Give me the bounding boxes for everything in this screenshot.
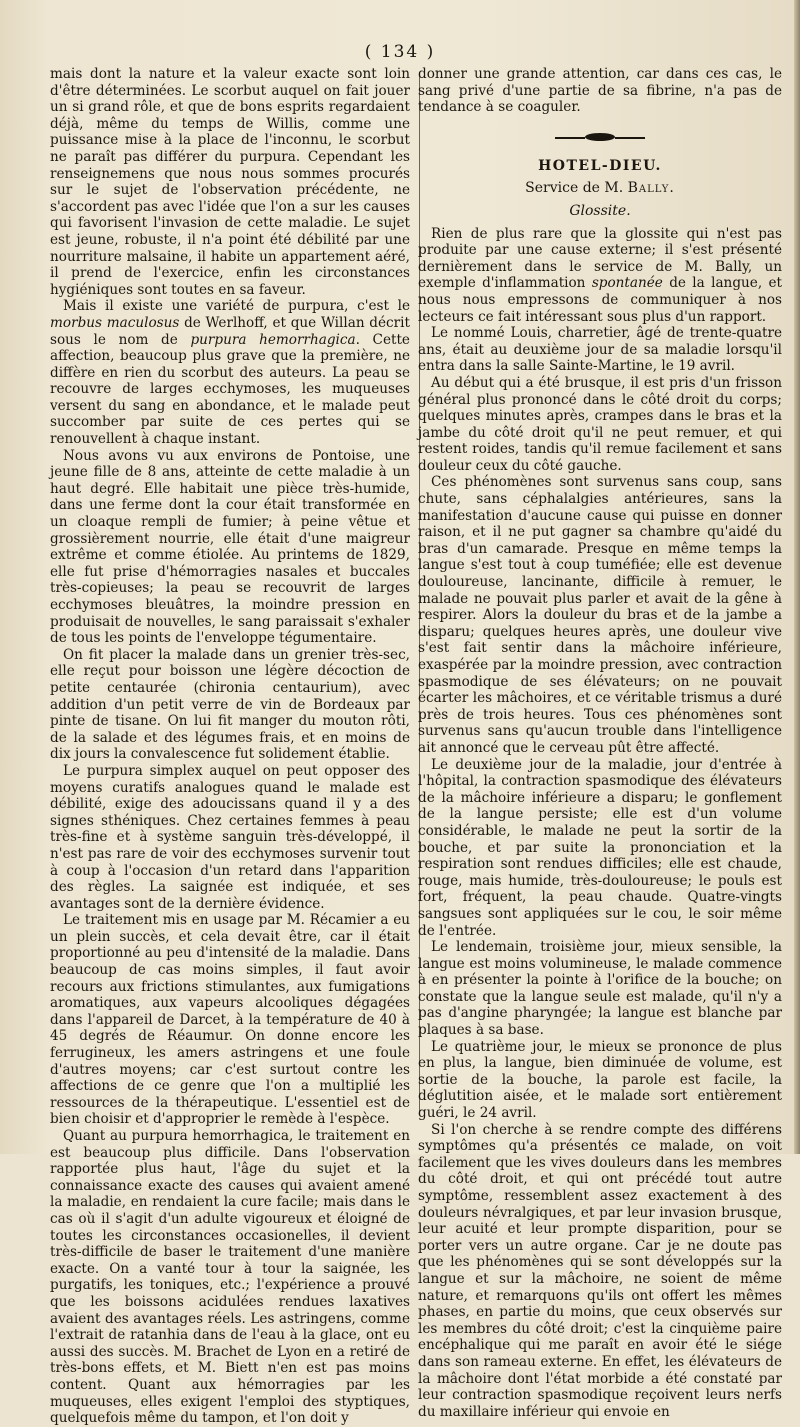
paragraph: Le purpura simplex auquel on peut opposer des moyens curatifs analogues quand le malade est débilité, exige des adoucissans quand il y a des signes sthéniques. Chez certaines femmes à peau très-fine et à système sanguin très-développé, il n'est pas rare de voir des ecchymoses survenir tout à coup à l'occasion d'un retard dans l'apparition des règles. La saignée est indiquée, et ses avantages sont de la dernière évidence. <box>50 762 410 912</box>
section-title: HOTEL-DIEU. <box>538 157 662 174</box>
paragraph: Le nommé Louis, charretier, âgé de trente-quatre ans, était au deuxième jour de sa maladie lorsqu'il entra dans la salle Sainte-Martine, le 19 avril. <box>418 325 782 375</box>
paragraph <box>418 226 782 326</box>
paragraph: Si l'on cherche à se rendre compte des différens symptômes qu'a présentés ce malade, on voit facilement que les vives douleurs dans les membres du côté droit, et qui ont précédé tout autre symptôme, ressemblent assez exactement à des douleurs névralgiques, et par leur invasion brusque, leur acuité et leur prompte disparition, pour se porter vers un autre organe. Car je ne doute pas que les phénomènes qui se sont développés sur la langue et sur la mâchoire, ne soient de même nature, et remarquons qu'ils ont offert les mêmes phases, en partie du moins, que ceux observés sur les membres du côté droit; c'est la cinquième paire encéphalique qui me paraît en avoir été le siége dans son rameau externe. En effet, les élévateurs de la mâchoire dont l'état morbide a été constaté par leur contraction spasmodique reçoivent leurs nerfs du maxillaire inférieur qui envoie en <box>418 1121 782 1420</box>
paragraph: Le lendemain, troisième jour, mieux sensible, la langue est moins volumineuse, le malade commence à en présenter la pointe à l'orifice de la bouche; on constate que la langue seule est malade, qu'il n'y a pas d'angine pharyngée; la langue est blanche par plaques à sa base. <box>418 939 782 1039</box>
text-run: de Werlhoff, et que Willan décrit sous le nom de <box>50 314 410 348</box>
page-edge <box>794 0 800 1154</box>
right-column <box>418 66 782 1427</box>
text-run: Rien de plus rare que la glossite qui n'est pas produite par une cause externe; il s'est présenté dernièrement dans le service de M. Bally, un exemple d'inflammation <box>418 225 782 292</box>
text-run: Service de M. <box>525 180 628 197</box>
left-column <box>50 66 410 1427</box>
emphasis: purpura hemorrhagica <box>190 331 356 348</box>
text-run: de la langue, et nous nous empressons de communiquer à nos lecteurs ce fait intéressant sous plus d'un rapport. <box>418 275 782 325</box>
emphasis: morbus maculosus <box>50 314 180 331</box>
doctor-name: Bally. <box>627 180 675 197</box>
section-service <box>418 180 782 197</box>
paragraph: Au début qui a été brusque, il est pris d'un frisson général plus prononcé dans le côté droit du corps; quelques minutes après, crampes dans le bras et la jambe du côté droit qu'il ne peut remuer, et qui restent roides, tandis qu'il remue facilement et sans douleur ceux du côté gauche. <box>418 374 782 474</box>
section-subtitle: Glossite. <box>569 202 631 219</box>
text-run: . Cette affection, beaucoup plus grave que la première, ne diffère en rien du scorbut des auteurs. La peau se recouvre de larges ecchymoses, les muqueuses versent du sang en abondance, et le malade peut succomber par suite de ces pertes qui se renouvellent à chaque instant. <box>50 331 410 448</box>
fleuron-ornament <box>555 132 645 144</box>
paragraph: Le deuxième jour de la maladie, jour d'entrée à l'hôpital, la contraction spasmodique des élévateurs de la mâchoire inférieure a disparu; le gonflement de la langue persiste; elle est d'un volume considérable, le malade ne peut la sortir de la bouche, et par suite la prononciation et la respiration sont rendues difficiles; elle est chaude, rouge, mais humide, très-douloureuse; le pouls est fort, fréquent, la peau chaude. Quatre-vingts sangsues sont appliquées sur le cou, le soir même de l'entrée. <box>418 756 782 939</box>
text-run: Mais il existe une variété de purpura, c'est le <box>63 298 410 315</box>
paragraph: donner une grande attention, car dans ces cas, le sang privé d'une partie de sa fibrine, n'a pas de tendance à se coaguler. <box>418 66 782 116</box>
paragraph <box>50 298 410 447</box>
paragraph: mais dont la nature et la valeur exacte sont loin d'être déterminées. Le scorbut auquel on fait jouer un si grand rôle, et que de bons esprits regardaient déjà, même du temps de Willis, comme une puissance mise à la place de l'inconnu, le scorbut ne paraît pas différer du purpura. Cependant les renseignemens que nous nous sommes procurés sur le sujet de l'observation précédente, ne s'accordent pas avec l'idée que l'on a sur les causes qui favorisent l'invasion de cette maladie. Le sujet est jeune, robuste, il n'a point été débilité par une nourriture malsaine, il habite un appartement aéré, il prend de l'exercice, enfin les circonstances hygiéniques sont toutes en sa faveur. <box>50 66 410 298</box>
paragraph: Ces phénomènes sont survenus sans coup, sans chute, sans céphalalgies antérieures, sans la manifestation d'aucune cause qui puisse en donner raison, et il ne put gagner sa chambre qu'aidé du bras d'un camarade. Presque en même temps la langue s'est tout à coup tuméfiée; elle est devenue douloureuse, lancinante, difficile à remuer, le malade ne pouvait plus parler et avait de la gêne à respirer. Alors la douleur du bras et de la jambe a disparu; quelques heures après, une douleur vive s'est fait sentir dans la mâchoire inférieure, exaspérée par la moindre pression, avec contraction spasmodique de ses élévateurs; on ne pouvait écarter les mâchoires, et ce véritable trismus a duré près de trois heures. Tous ces phénomènes sont survenus sans qu'aucun trouble dans l'intelligence ait annoncé que le cerveau pût être affecté. <box>418 474 782 756</box>
paragraph: Nous avons vu aux environs de Pontoise, une jeune fille de 8 ans, atteinte de cette maladie à un haut degré. Elle habitait une pièce très-humide, dans une ferme dont la cour était transformée en un cloaque rempli de fumier; à peine vêtue et grossièrement nourrie, elle était d'une maigreur extrême et comme étiolée. Au printems de 1829, elle fut prise d'hémorragies nasales et buccales très-copieuses; la peau se recouvrit de larges ecchymoses bleuâtres, la moindre pression en produisait de nouvelles, le sang paraissait s'exhaler de tous les points de l'enveloppe tégumentaire. <box>50 447 410 647</box>
emphasis: spontanée <box>591 275 663 292</box>
article-columns <box>50 66 782 1427</box>
paragraph: Quant au purpura hemorrhagica, le traitement en est beaucoup plus difficile. Dans l'observation rapportée plus haut, l'âge du sujet et la connaissance exacte des causes qui avaient amené la maladie, en rendaient la cure facile; mais dans le cas où il s'agit d'un adulte vigoureux et éloigné de toutes les circonstances occasionelles, il devient très-difficile de baser le traitement d'une manière exacte. On a vanté tour à tour la saignée, les purgatifs, les toniques, etc.; l'expérience a prouvé que les boissons acidulées rendues laxatives avaient des avantages réels. Les astringens, comme l'extrait de ratanhia dans de l'eau à la glace, ont eu aussi des succès. M. Brachet de Lyon en a retiré de très-bons effets, et M. Biett n'en est pas moins content. Quant aux hémorragies par les muqueuses, elles exigent l'emploi des styptiques, quelquefois même du tampon, et l'on doit y <box>50 1128 410 1427</box>
paragraph: On fit placer la malade dans un grenier très-sec, elle reçut pour boisson une légère décoction de petite centaurée (chironia centaurium), avec addition d'un petit verre de vin de Bordeaux par pinte de tisane. On lui fit manger du mouton rôti, de la salade et des légumes frais, et en moins de dix jours la convalescence fut solidement établie. <box>50 646 410 763</box>
paragraph: Le quatrième jour, le mieux se prononce de plus en plus, la langue, bien diminuée de volume, est sortie de la bouche, la parole est facile, la déglutition aisée, et le malade sort entièrement guéri, le 24 avril. <box>418 1038 782 1122</box>
page-number: ( 134 ) <box>364 42 436 62</box>
paragraph: Le traitement mis en usage par M. Récamier a eu un plein succès, et cela devait être, car il était proportionné au peu d'intensité de la maladie. Dans beaucoup de cas moins simples, il faut avoir recours aux frictions stimulantes, aux fumigations aromatiques, aux vapeurs alcooliques dégagées dans l'appareil de Darcet, à la température de 40 à 45 degrés de Réaumur. On donne encore les ferrugineux, les amers astringens et une foule d'autres moyens; car c'est surtout contre les affections de ce genre que l'on a multiplié les ressources de la thérapeutique. L'essentiel est de bien choisir et d'approprier le remède à l'espèce. <box>50 912 410 1128</box>
